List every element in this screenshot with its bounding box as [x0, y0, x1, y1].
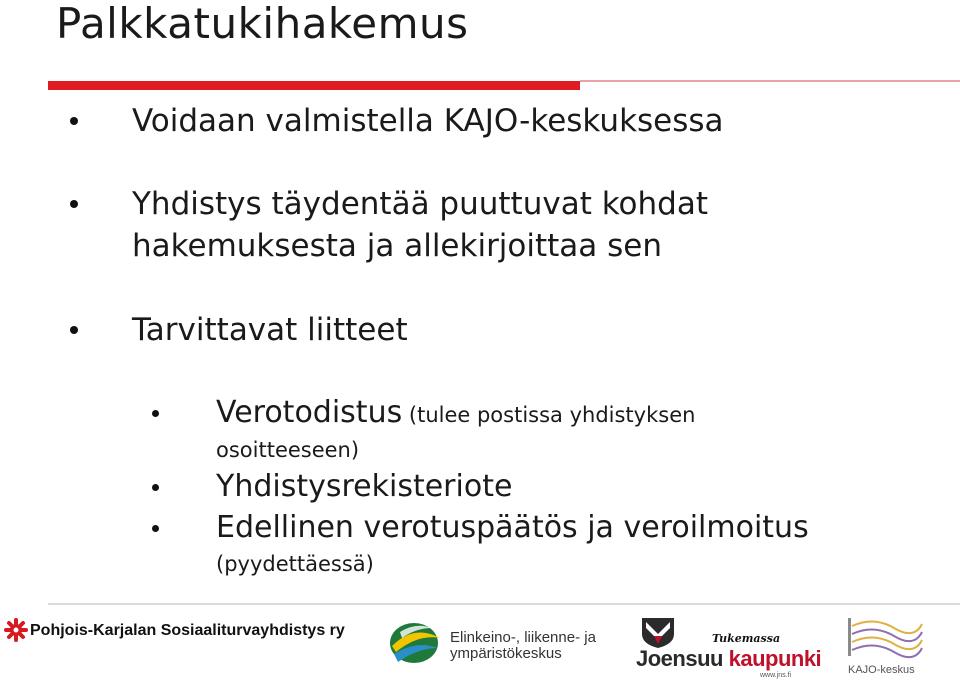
- bullet-item-3: Tarvittavat liitteet: [132, 312, 408, 348]
- joensuu-tagline: Tukemassa: [712, 632, 781, 645]
- sub-bullet-item-1-main: Verotodistus: [216, 395, 403, 430]
- sub-bullet-item-1-note: (tulee postissa yhdistyksen: [402, 403, 696, 427]
- bullet-item-2-line1: Yhdistys täydentää puuttuvat kohdat: [132, 186, 708, 222]
- kajo-logo-text: KAJO-keskus: [848, 664, 915, 676]
- sub-bullet-dot: [152, 484, 159, 491]
- sub-bullet-dot: [152, 410, 159, 417]
- joensuu-name-part1: Joensuu: [636, 646, 723, 671]
- joensuu-url: www.jns.fi: [760, 672, 792, 679]
- pk-logo-text: Pohjois-Karjalan Sosiaaliturvayhdistys ry: [30, 622, 345, 639]
- footer-divider: [48, 603, 960, 605]
- sub-bullet-item-1: [216, 395, 695, 431]
- title-underline-thin: [580, 80, 960, 82]
- page-title: Palkkatukihakemus: [56, 0, 469, 48]
- sub-bullet-dot: [152, 525, 159, 532]
- title-underline-accent: [48, 81, 580, 90]
- bullet-dot: [70, 200, 78, 208]
- bullet-item-2-line2: hakemuksesta ja allekirjoittaa sen: [132, 228, 663, 264]
- sub-bullet-item-3: Edellinen verotuspäätös ja veroilmoitus: [216, 510, 809, 545]
- bullet-item-1: Voidaan valmistella KAJO-keskuksessa: [132, 103, 724, 139]
- ely-logo-line1: Elinkeino-, liikenne- ja: [450, 629, 596, 646]
- bullet-dot: [70, 326, 78, 334]
- ely-logo-line2: ympäristökeskus: [450, 645, 562, 662]
- kajo-waves-icon: [844, 612, 924, 662]
- pk-star-icon: [4, 618, 28, 642]
- ely-logo-text: [450, 630, 596, 662]
- joensuu-name: [636, 646, 821, 672]
- sub-bullet-item-1-note-line2: osoitteeseen): [216, 438, 360, 462]
- joensuu-shield-icon: [640, 618, 676, 648]
- sub-bullet-item-2: Yhdistysrekisteriote: [216, 469, 513, 504]
- ely-swoosh-icon: [388, 618, 444, 668]
- joensuu-name-part2: kaupunki: [728, 646, 822, 671]
- bullet-dot: [70, 117, 78, 125]
- sub-bullet-item-3-note: (pyydettäessä): [216, 552, 374, 576]
